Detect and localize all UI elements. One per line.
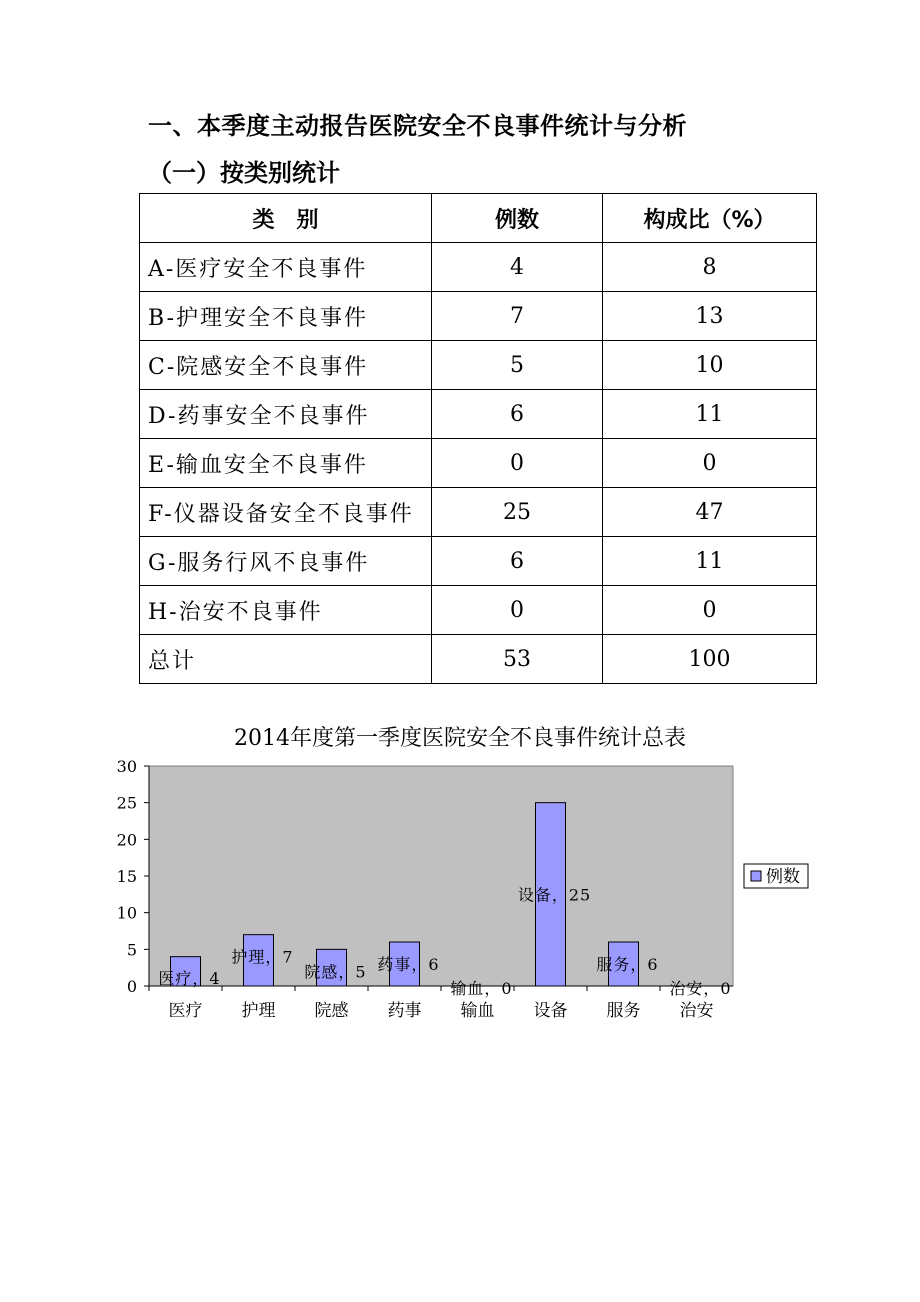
row-ratio: 11 [603, 390, 817, 439]
row-category: G-服务行风不良事件 [140, 537, 432, 586]
y-tick-label: 20 [116, 830, 137, 850]
row-ratio: 0 [603, 439, 817, 488]
row-ratio: 47 [603, 488, 817, 537]
data-label: 医疗，4 [158, 969, 221, 988]
row-category: E-输血安全不良事件 [140, 439, 432, 488]
data-label: 院感，5 [304, 962, 367, 982]
category-stats-table [139, 193, 817, 684]
data-label: 药事，6 [377, 955, 440, 974]
row-ratio: 100 [603, 635, 817, 684]
row-ratio: 10 [603, 341, 817, 390]
bar-chart [0, 750, 920, 1040]
x-tick-label: 护理 [241, 1001, 276, 1021]
row-category: 总计 [140, 635, 432, 684]
table-row [140, 243, 817, 292]
y-tick-label: 0 [126, 977, 137, 996]
row-count: 53 [432, 635, 603, 684]
row-count: 6 [432, 537, 603, 586]
row-count: 7 [432, 292, 603, 341]
x-tick-label: 药事 [387, 1001, 422, 1021]
section-heading: 一、本季度主动报告医院安全不良事件统计与分析 [148, 112, 687, 140]
table-row [140, 439, 817, 488]
x-tick-label: 输血 [460, 1001, 495, 1021]
legend-label: 例数 [766, 867, 800, 887]
table-row [140, 292, 817, 341]
subsection-heading: （一）按类别统计 [148, 159, 340, 187]
table-row [140, 635, 817, 684]
y-tick-label: 15 [116, 867, 137, 886]
row-ratio: 8 [603, 243, 817, 292]
table-row [140, 586, 817, 635]
row-category: F-仪器设备安全不良事件 [140, 488, 432, 537]
chart-title: 2014年度第一季度医院安全不良事件统计总表 [234, 726, 686, 751]
header-count: 例数 [432, 194, 603, 243]
y-tick-label: 30 [116, 757, 137, 776]
x-tick-label: 院感 [314, 1001, 349, 1021]
header-category: 类 别 [140, 194, 432, 243]
table-row [140, 537, 817, 586]
x-tick-label: 设备 [533, 1001, 568, 1021]
row-category: A-医疗安全不良事件 [140, 243, 432, 292]
row-category: D-药事安全不良事件 [140, 390, 432, 439]
data-label: 输血，0 [450, 979, 513, 998]
x-tick-label: 治安 [679, 1001, 714, 1021]
legend-swatch [751, 871, 761, 881]
row-category: B-护理安全不良事件 [140, 292, 432, 341]
table-row [140, 390, 817, 439]
header-ratio: 构成比（%） [603, 194, 817, 243]
x-tick-label: 服务 [606, 1001, 641, 1021]
row-ratio: 13 [603, 292, 817, 341]
data-label: 设备，25 [517, 885, 592, 905]
x-tick-label: 医疗 [168, 1001, 203, 1021]
y-tick-label: 25 [116, 793, 137, 813]
row-category: C-院感安全不良事件 [140, 341, 432, 390]
y-tick-label: 10 [116, 903, 137, 923]
row-count: 4 [432, 243, 603, 292]
row-count: 6 [432, 390, 603, 439]
table-row [140, 488, 817, 537]
data-label: 服务，6 [596, 955, 659, 974]
row-ratio: 11 [603, 537, 817, 586]
table-row [140, 341, 817, 390]
row-count: 5 [432, 341, 603, 390]
row-count: 0 [432, 586, 603, 635]
y-tick-label: 5 [126, 940, 137, 960]
row-ratio: 0 [603, 586, 817, 635]
data-label: 护理，7 [231, 947, 294, 967]
row-category: H-治安不良事件 [140, 586, 432, 635]
row-count: 25 [432, 488, 603, 537]
table-header-row [140, 194, 817, 243]
row-count: 0 [432, 439, 603, 488]
data-label: 治安，0 [669, 979, 732, 998]
